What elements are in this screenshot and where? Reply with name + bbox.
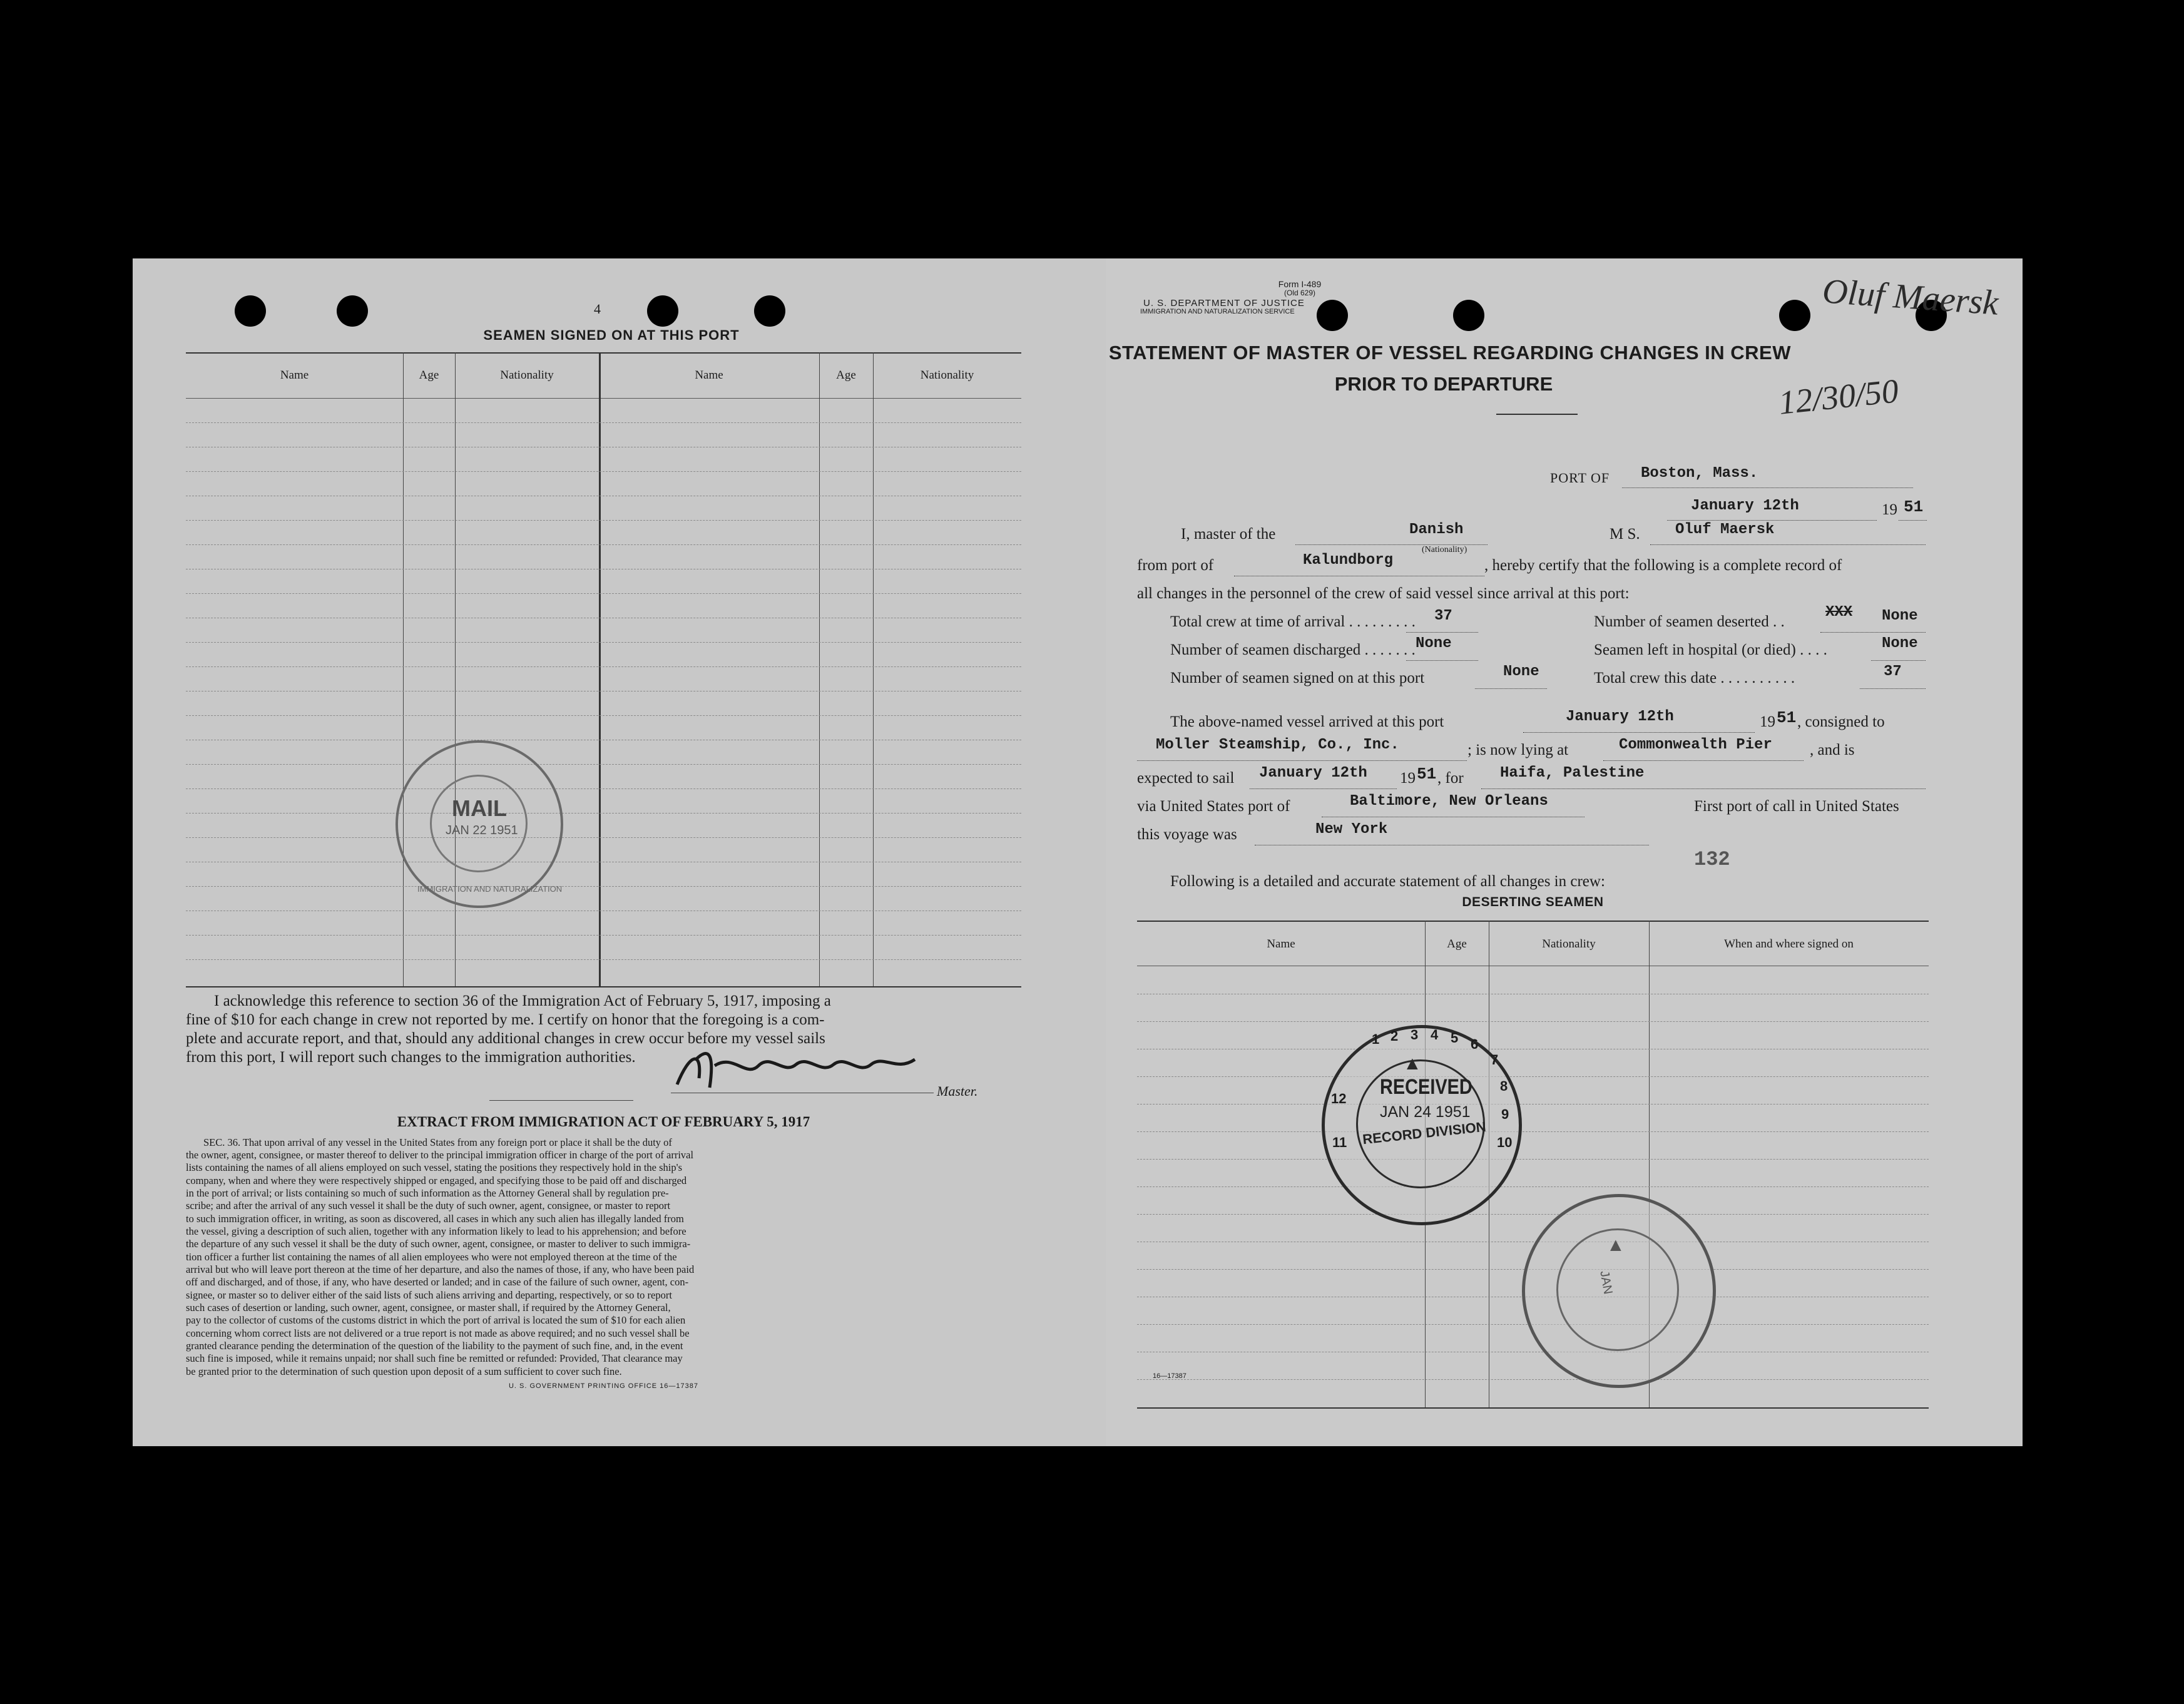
punch-hole xyxy=(1453,300,1484,331)
stamp-number: 132 xyxy=(1694,848,1730,871)
sail-year: 51 xyxy=(1417,765,1437,783)
received-stamp-division: RECORD DIVISION xyxy=(1362,1118,1487,1148)
extract-line: arrival but who will leave port thereon at the time of her departure, and also the names of those, if any, who have been paid xyxy=(186,1263,695,1275)
port-value: Boston, Mass. xyxy=(1641,465,1758,482)
via-value: Baltimore, New Orleans xyxy=(1350,793,1548,810)
department: U. S. DEPARTMENT OF JUSTICE xyxy=(1143,298,1305,309)
stamp-digit: 9 xyxy=(1501,1106,1509,1122)
punch-hole xyxy=(1317,300,1348,331)
extract-line: SEC. 36. That upon arrival of any vessel in the United States from any foreign port or place it shall be the duty of xyxy=(203,1136,672,1148)
mail-stamp-word: MAIL xyxy=(452,795,507,821)
table-row-rule xyxy=(186,544,1021,545)
column-header-name: Name xyxy=(280,369,309,382)
stat-value-deserted: None xyxy=(1882,608,1918,625)
received-stamp-word: RECEIVED xyxy=(1380,1075,1472,1099)
column-header-age: Age xyxy=(836,369,856,382)
year-value: 51 xyxy=(1904,497,1924,516)
table-row-rule xyxy=(186,837,1021,838)
table-row-rule xyxy=(186,886,1021,887)
date-value: January 12th xyxy=(1691,497,1799,514)
master-of-label: I, master of the xyxy=(1181,526,1276,543)
column-header-name: Name xyxy=(695,369,723,382)
table-row-rule xyxy=(1137,1159,1929,1160)
arrived-year-prefix: 19 xyxy=(1760,713,1775,730)
certify-text-2: all changes in the personnel of the crew of said vessel since arrival at this port: xyxy=(1137,585,1630,602)
extract-line: the vessel, giving a description of such alien, together with any information likely to lead to his apprehension; and before xyxy=(186,1225,686,1237)
stat-label-signed-on: Number of seamen signed on at this port xyxy=(1170,670,1425,686)
extract-line: lists containing the names of all aliens employed on such vessel, stating the positions they respectively hold in the ship's xyxy=(186,1161,683,1173)
extract-line: such cases of desertion or landing, such owner, agent, consignee, or master shall, if required by the Attorney General, xyxy=(186,1302,671,1314)
left-page xyxy=(133,258,1106,1446)
table-top-rule xyxy=(1137,921,1929,922)
stat-value-signed-on: None xyxy=(1503,663,1539,680)
port-label: PORT OF xyxy=(1550,470,1610,486)
stat-value-discharged: None xyxy=(1416,635,1452,652)
punch-hole xyxy=(337,295,368,327)
extract-line: company, when and where they were respectively shipped or engaged, and specifying those to be paid off and discharged xyxy=(186,1175,687,1186)
arrived-value: January 12th xyxy=(1566,708,1674,725)
table-row-rule xyxy=(186,959,1021,960)
page-number: 4 xyxy=(594,301,601,317)
voyage-field xyxy=(1255,829,1649,845)
table-header-rule xyxy=(186,398,1021,399)
table-row-rule xyxy=(186,935,1021,936)
stamp-digit: 10 xyxy=(1497,1135,1513,1150)
punch-hole xyxy=(235,295,266,327)
stamp-digit: 11 xyxy=(1332,1135,1347,1150)
and-is-label: , and is xyxy=(1810,742,1855,758)
for-label: , for xyxy=(1437,770,1464,787)
vessel-name-value: Oluf Maersk xyxy=(1675,521,1775,538)
extract-line: off and discharged, and of those, if any, who have deserted or landed; and in case of the failure of such owner, agent, con- xyxy=(186,1276,689,1288)
year-prefix: 19 xyxy=(1882,501,1897,518)
sail-label: expected to sail xyxy=(1137,770,1235,787)
following-text: Following is a detailed and accurate statement of all changes in crew: xyxy=(1170,873,1605,890)
table-top-rule xyxy=(186,352,1021,354)
table-bottom-rule xyxy=(186,986,1021,987)
stamp-digit: 12 xyxy=(1331,1091,1347,1106)
stamp-digit: 7 xyxy=(1491,1052,1499,1068)
extract-line: the owner, agent, consignee, or master thereof to deliver to the principal immigration officer in charge of the port of arrival xyxy=(186,1149,694,1161)
punch-hole xyxy=(647,295,678,327)
punch-hole xyxy=(754,295,785,327)
extract-title: EXTRACT FROM IMMIGRATION ACT OF FEBRUARY 5, 1917 xyxy=(397,1114,810,1130)
table-row-rule xyxy=(186,813,1021,814)
extract-line: tion officer a further list containing the names of all alien employees who were not employed thereon at the time of the xyxy=(186,1251,677,1263)
first-call-label: First port of call in United States xyxy=(1694,798,1899,815)
stamp-arrow-icon: ▲ xyxy=(1403,1053,1422,1074)
stat-value-total-date: 37 xyxy=(1884,663,1902,680)
printer-line: U. S. GOVERNMENT PRINTING OFFICE 16—17387 xyxy=(508,1382,699,1390)
via-label: via United States port of xyxy=(1137,798,1290,815)
table-row-rule xyxy=(186,593,1021,594)
table-row-rule xyxy=(1137,1379,1929,1380)
form-title-line-1: STATEMENT OF MASTER OF VESSEL REGARDING CHANGES IN CREW xyxy=(1108,342,1791,364)
punch-hole xyxy=(1779,300,1810,331)
acknowledgement-line: fine of $10 for each change in crew not reported by me. I certify on honor that the foregoing is a com- xyxy=(186,1011,825,1028)
secondary-stamp-date: JAN xyxy=(1597,1269,1615,1295)
extract-line: scribe; and after the arrival of any such vessel it shall be the duty of such owner, agent, consignee, or master to report xyxy=(186,1200,671,1212)
title-underline xyxy=(1496,414,1578,415)
stat-label-total-date: Total crew this date . . . . . . . . . . xyxy=(1594,670,1795,686)
voyage-value: New York xyxy=(1315,821,1388,838)
consignee-value: Moller Steamship, Co., Inc. xyxy=(1156,737,1399,753)
sail-value: January 12th xyxy=(1259,765,1367,782)
table-row-rule xyxy=(186,520,1021,521)
form-old-id: (Old 629) xyxy=(1283,288,1316,297)
mail-stamp-ring-text: IMMIGRATION AND NATURALIZATION xyxy=(417,884,563,894)
stat-struck-deserted: XXX xyxy=(1825,604,1853,621)
column-header-nationality: Nationality xyxy=(920,369,974,382)
printer-line: 16—17387 xyxy=(1153,1372,1186,1380)
table-row-rule xyxy=(186,666,1021,667)
nationality-value: Danish xyxy=(1409,521,1464,538)
stat-label-deserted: Number of seamen deserted . . xyxy=(1594,613,1785,630)
divider xyxy=(489,1100,633,1101)
stamp-digit: 6 xyxy=(1471,1036,1479,1052)
arrived-label: The above-named vessel arrived at this port xyxy=(1170,713,1444,730)
deserting-title: DESERTING SEAMEN xyxy=(1462,895,1604,909)
consigned-label: , consigned to xyxy=(1797,713,1885,730)
column-header-nationality: Nationality xyxy=(500,369,554,382)
acknowledgement-line: I acknowledge this reference to section 36 of the Immigration Act of February 5, 1917, imposing a xyxy=(214,992,831,1009)
certify-text: , hereby certify that the following is a complete record of xyxy=(1484,557,1842,574)
voyage-label: this voyage was xyxy=(1137,826,1237,843)
stamp-digit: 5 xyxy=(1451,1030,1459,1046)
table-row-rule xyxy=(1137,1104,1929,1105)
pier-value: Commonwealth Pier xyxy=(1619,737,1772,753)
stat-label-discharged: Number of seamen discharged . . . . . . . xyxy=(1170,641,1416,658)
arrived-year: 51 xyxy=(1777,708,1797,727)
table-row-rule xyxy=(1137,1186,1929,1187)
handwritten-date: 12/30/50 xyxy=(1777,372,1901,422)
acknowledgement-line: from this port, I will report such changes to the immigration authorities. xyxy=(186,1049,636,1066)
form-title-line-2: PRIOR TO DEPARTURE xyxy=(1334,373,1553,395)
stamp-digit: 4 xyxy=(1431,1027,1439,1043)
extract-line: to such immigration officer, in writing, as soon as discovered, all cases in which any such alien has illegally landed from xyxy=(186,1213,684,1225)
table-title: SEAMEN SIGNED ON AT THIS PORT xyxy=(483,327,740,343)
sail-year-prefix: 19 xyxy=(1400,770,1416,787)
master-label: Master. xyxy=(937,1083,978,1099)
extract-line: in the port of arrival; or lists containing so much of such information as the Attorney General shall by regulation pre- xyxy=(186,1187,669,1199)
extract-line: the departure of any such vessel it shall be the duty of such owner, agent, consignee, or master to deliver to such immigra- xyxy=(186,1238,691,1250)
extract-line: signee, or master so to deliver either of the said lists of such aliens arriving and departing, respectively, or so to report xyxy=(186,1289,672,1301)
stat-label-total-arrival: Total crew at time of arrival . . . . . . . . . xyxy=(1170,613,1416,630)
service: IMMIGRATION AND NATURALIZATION SERVICE xyxy=(1140,308,1295,315)
nationality-caption: (Nationality) xyxy=(1422,545,1467,554)
master-signature xyxy=(671,1041,934,1097)
stamp-digit: 3 xyxy=(1411,1027,1419,1043)
mail-stamp-date: JAN 22 1951 xyxy=(446,824,518,837)
stat-label-hospital: Seamen left in hospital (or died) . . . . xyxy=(1594,641,1827,658)
right-page xyxy=(1106,258,2023,1446)
received-stamp-date: JAN 24 1951 xyxy=(1380,1103,1471,1121)
table-row-rule xyxy=(186,471,1021,472)
table-row-rule xyxy=(186,788,1021,789)
form-id: Form I-489 xyxy=(1278,279,1322,289)
table-row-rule xyxy=(186,642,1021,643)
from-port-value: Kalundborg xyxy=(1303,552,1394,569)
destination-value: Haifa, Palestine xyxy=(1500,765,1645,782)
stat-value-hospital: None xyxy=(1882,635,1918,652)
table-row-rule xyxy=(186,422,1021,423)
table-row-rule xyxy=(186,764,1021,765)
column-header-age: Age xyxy=(1447,937,1467,951)
from-port-label: from port of xyxy=(1137,557,1214,574)
column-header-age: Age xyxy=(419,369,439,382)
vessel-type: M S. xyxy=(1610,526,1640,543)
stamp-digit: 2 xyxy=(1391,1028,1399,1044)
extract-line: be granted prior to the determination of such question upon deposit of a sum sufficient to cover such fine. xyxy=(186,1365,622,1377)
table-row-rule xyxy=(186,715,1021,716)
lying-label: ; is now lying at xyxy=(1467,742,1569,758)
stat-value-total-arrival: 37 xyxy=(1434,608,1452,625)
column-header-name: Name xyxy=(1267,937,1295,951)
extract-line: pay to the collector of customs of the customs district in which the port of arrival is located the sum of $10 for each alien xyxy=(186,1314,686,1326)
column-header-nationality: Nationality xyxy=(1542,937,1596,951)
acknowledgement-line: plete and accurate report, and that, should any additional changes in crew occur before my vessel sails xyxy=(186,1030,825,1047)
column-header-signed-on: When and where signed on xyxy=(1724,937,1854,951)
stamp-digit: 8 xyxy=(1500,1078,1508,1094)
extract-line: granted clearance pending the determination of the question of the liability to the payment of such fine, and, in the event xyxy=(186,1340,683,1352)
stamp-arrow-icon: ▲ xyxy=(1606,1235,1625,1255)
table-row-rule xyxy=(1137,1131,1929,1132)
extract-line: concerning whom correct lists are not delivered or a true report is not made as above required; and no such vessel shall be xyxy=(186,1327,690,1339)
handwritten-vessel-name: Oluf Maersk xyxy=(1821,272,2000,323)
table-row-rule xyxy=(1137,1021,1929,1022)
stamp-digit: 1 xyxy=(1372,1031,1380,1047)
table-row-rule xyxy=(1137,1214,1929,1215)
table-bottom-rule xyxy=(1137,1407,1929,1409)
table-row-rule xyxy=(1137,1076,1929,1077)
extract-line: such fine is imposed, while it remains unpaid; nor shall such fine be remitted or refunded: Provided, That clearance may xyxy=(186,1352,683,1364)
